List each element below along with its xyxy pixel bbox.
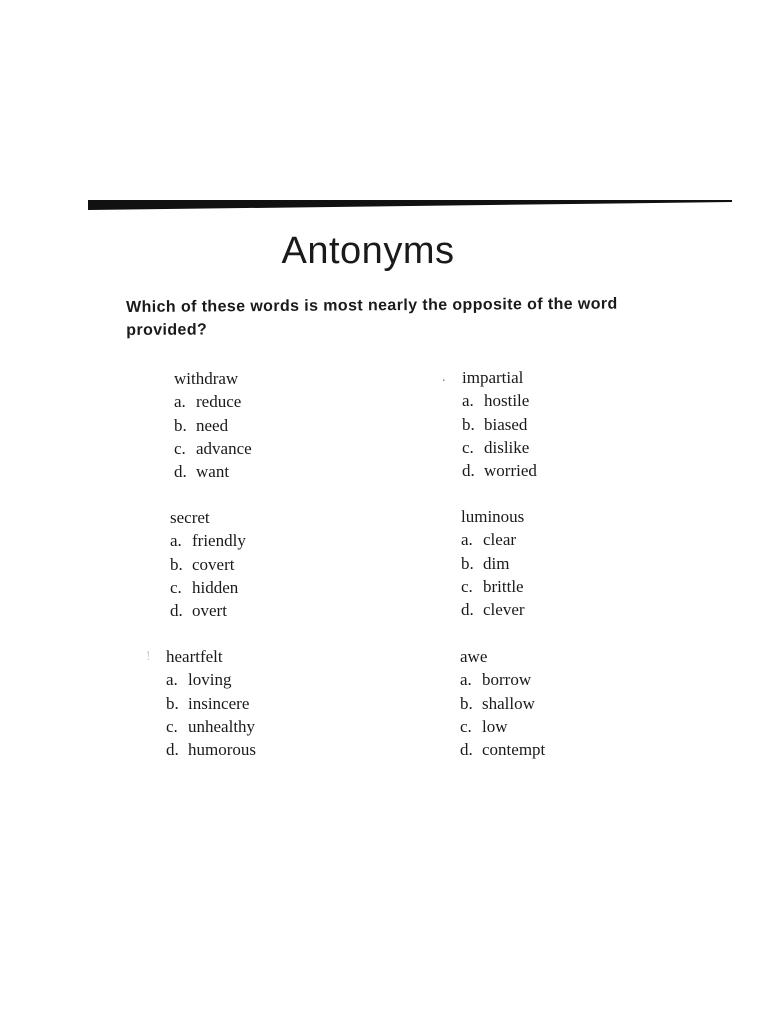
option-letter: a.	[166, 670, 178, 690]
option-text: overt	[192, 601, 227, 621]
question-word: luminous	[461, 507, 525, 526]
option-text: low	[482, 716, 508, 736]
question-awe	[460, 645, 545, 761]
question-heartfelt	[146, 645, 256, 761]
option-letter: d.	[174, 462, 187, 482]
option-text: unhealthy	[188, 716, 256, 736]
header-rule	[88, 200, 732, 210]
question-withdraw	[174, 367, 252, 483]
option-text: biased	[484, 414, 528, 434]
option-text: need	[196, 415, 229, 435]
question-word: impartial	[462, 368, 524, 387]
option-letter: b.	[170, 554, 183, 574]
page-title: Antonyms	[281, 230, 455, 272]
option-letter: d.	[461, 600, 474, 620]
option-text: clear	[483, 530, 517, 550]
option-letter: b.	[174, 415, 187, 435]
option-letter: b.	[461, 553, 474, 573]
option-letter: a.	[170, 531, 182, 551]
answer-option-d[interactable]	[174, 460, 252, 483]
option-text: dislike	[484, 437, 530, 457]
question-word: awe	[460, 647, 488, 666]
option-text: covert	[192, 554, 235, 574]
option-letter: b.	[462, 414, 475, 434]
option-letter: c.	[461, 576, 473, 596]
option-letter: d.	[166, 740, 179, 760]
option-text: reduce	[196, 392, 242, 412]
option-text: want	[196, 462, 230, 482]
question-number-marker: .	[442, 370, 446, 385]
option-letter: c.	[460, 716, 472, 736]
answer-option-c[interactable]	[461, 575, 525, 598]
answer-option-b[interactable]	[166, 692, 256, 715]
option-text: friendly	[192, 531, 246, 551]
option-letter: c.	[166, 716, 178, 736]
answer-option-a[interactable]	[460, 668, 545, 691]
option-text: shallow	[482, 693, 535, 713]
option-letter: c.	[462, 437, 474, 457]
answer-option-c[interactable]	[166, 715, 256, 738]
option-letter: d.	[170, 601, 183, 621]
option-letter: b.	[460, 693, 473, 713]
option-text: humorous	[188, 740, 256, 760]
option-letter: d.	[460, 740, 473, 760]
option-text: worried	[484, 461, 537, 481]
answer-option-c[interactable]	[174, 437, 252, 460]
instructions: Which of these words is most nearly the opposite of the word provided?	[126, 295, 618, 339]
option-text: insincere	[188, 693, 250, 713]
answer-option-c[interactable]	[460, 715, 545, 738]
answer-option-d[interactable]	[166, 738, 256, 761]
answer-option-a[interactable]	[170, 529, 246, 552]
option-text: brittle	[483, 576, 524, 596]
answer-option-a[interactable]	[461, 528, 525, 551]
answer-option-b[interactable]	[174, 414, 252, 437]
option-letter: a.	[174, 392, 186, 412]
answer-option-d[interactable]	[462, 459, 537, 482]
option-text: clever	[483, 600, 525, 620]
option-letter: a.	[460, 670, 472, 690]
option-letter: b.	[166, 693, 179, 713]
option-text: loving	[188, 670, 232, 690]
option-text: contempt	[482, 740, 546, 760]
option-text: hostile	[484, 391, 530, 411]
answer-option-c[interactable]	[462, 436, 537, 459]
answer-option-b[interactable]	[461, 552, 525, 575]
question-number-marker: !	[146, 649, 151, 664]
answer-option-d[interactable]	[170, 599, 246, 622]
answer-option-b[interactable]	[460, 692, 545, 715]
answer-option-d[interactable]	[460, 738, 545, 761]
answer-option-d[interactable]	[461, 598, 525, 621]
answer-option-b[interactable]	[462, 413, 537, 436]
question-word: withdraw	[174, 369, 239, 388]
answer-option-a[interactable]	[166, 668, 256, 691]
question-impartial	[442, 366, 537, 482]
option-letter: a.	[461, 530, 473, 550]
option-letter: a.	[462, 391, 474, 411]
answer-option-b[interactable]	[170, 553, 246, 576]
option-text: borrow	[482, 670, 532, 690]
option-letter: c.	[170, 577, 182, 597]
answer-option-c[interactable]	[170, 576, 246, 599]
question-word: heartfelt	[166, 647, 223, 666]
option-letter: c.	[174, 438, 186, 458]
option-text: hidden	[192, 577, 239, 597]
question-word: secret	[170, 508, 210, 527]
answer-option-a[interactable]	[462, 389, 537, 412]
question-luminous	[461, 505, 525, 621]
option-text: dim	[483, 553, 510, 573]
option-text: advance	[196, 438, 252, 458]
answer-option-a[interactable]	[174, 390, 252, 413]
question-secret	[170, 506, 246, 622]
option-letter: d.	[462, 461, 475, 481]
